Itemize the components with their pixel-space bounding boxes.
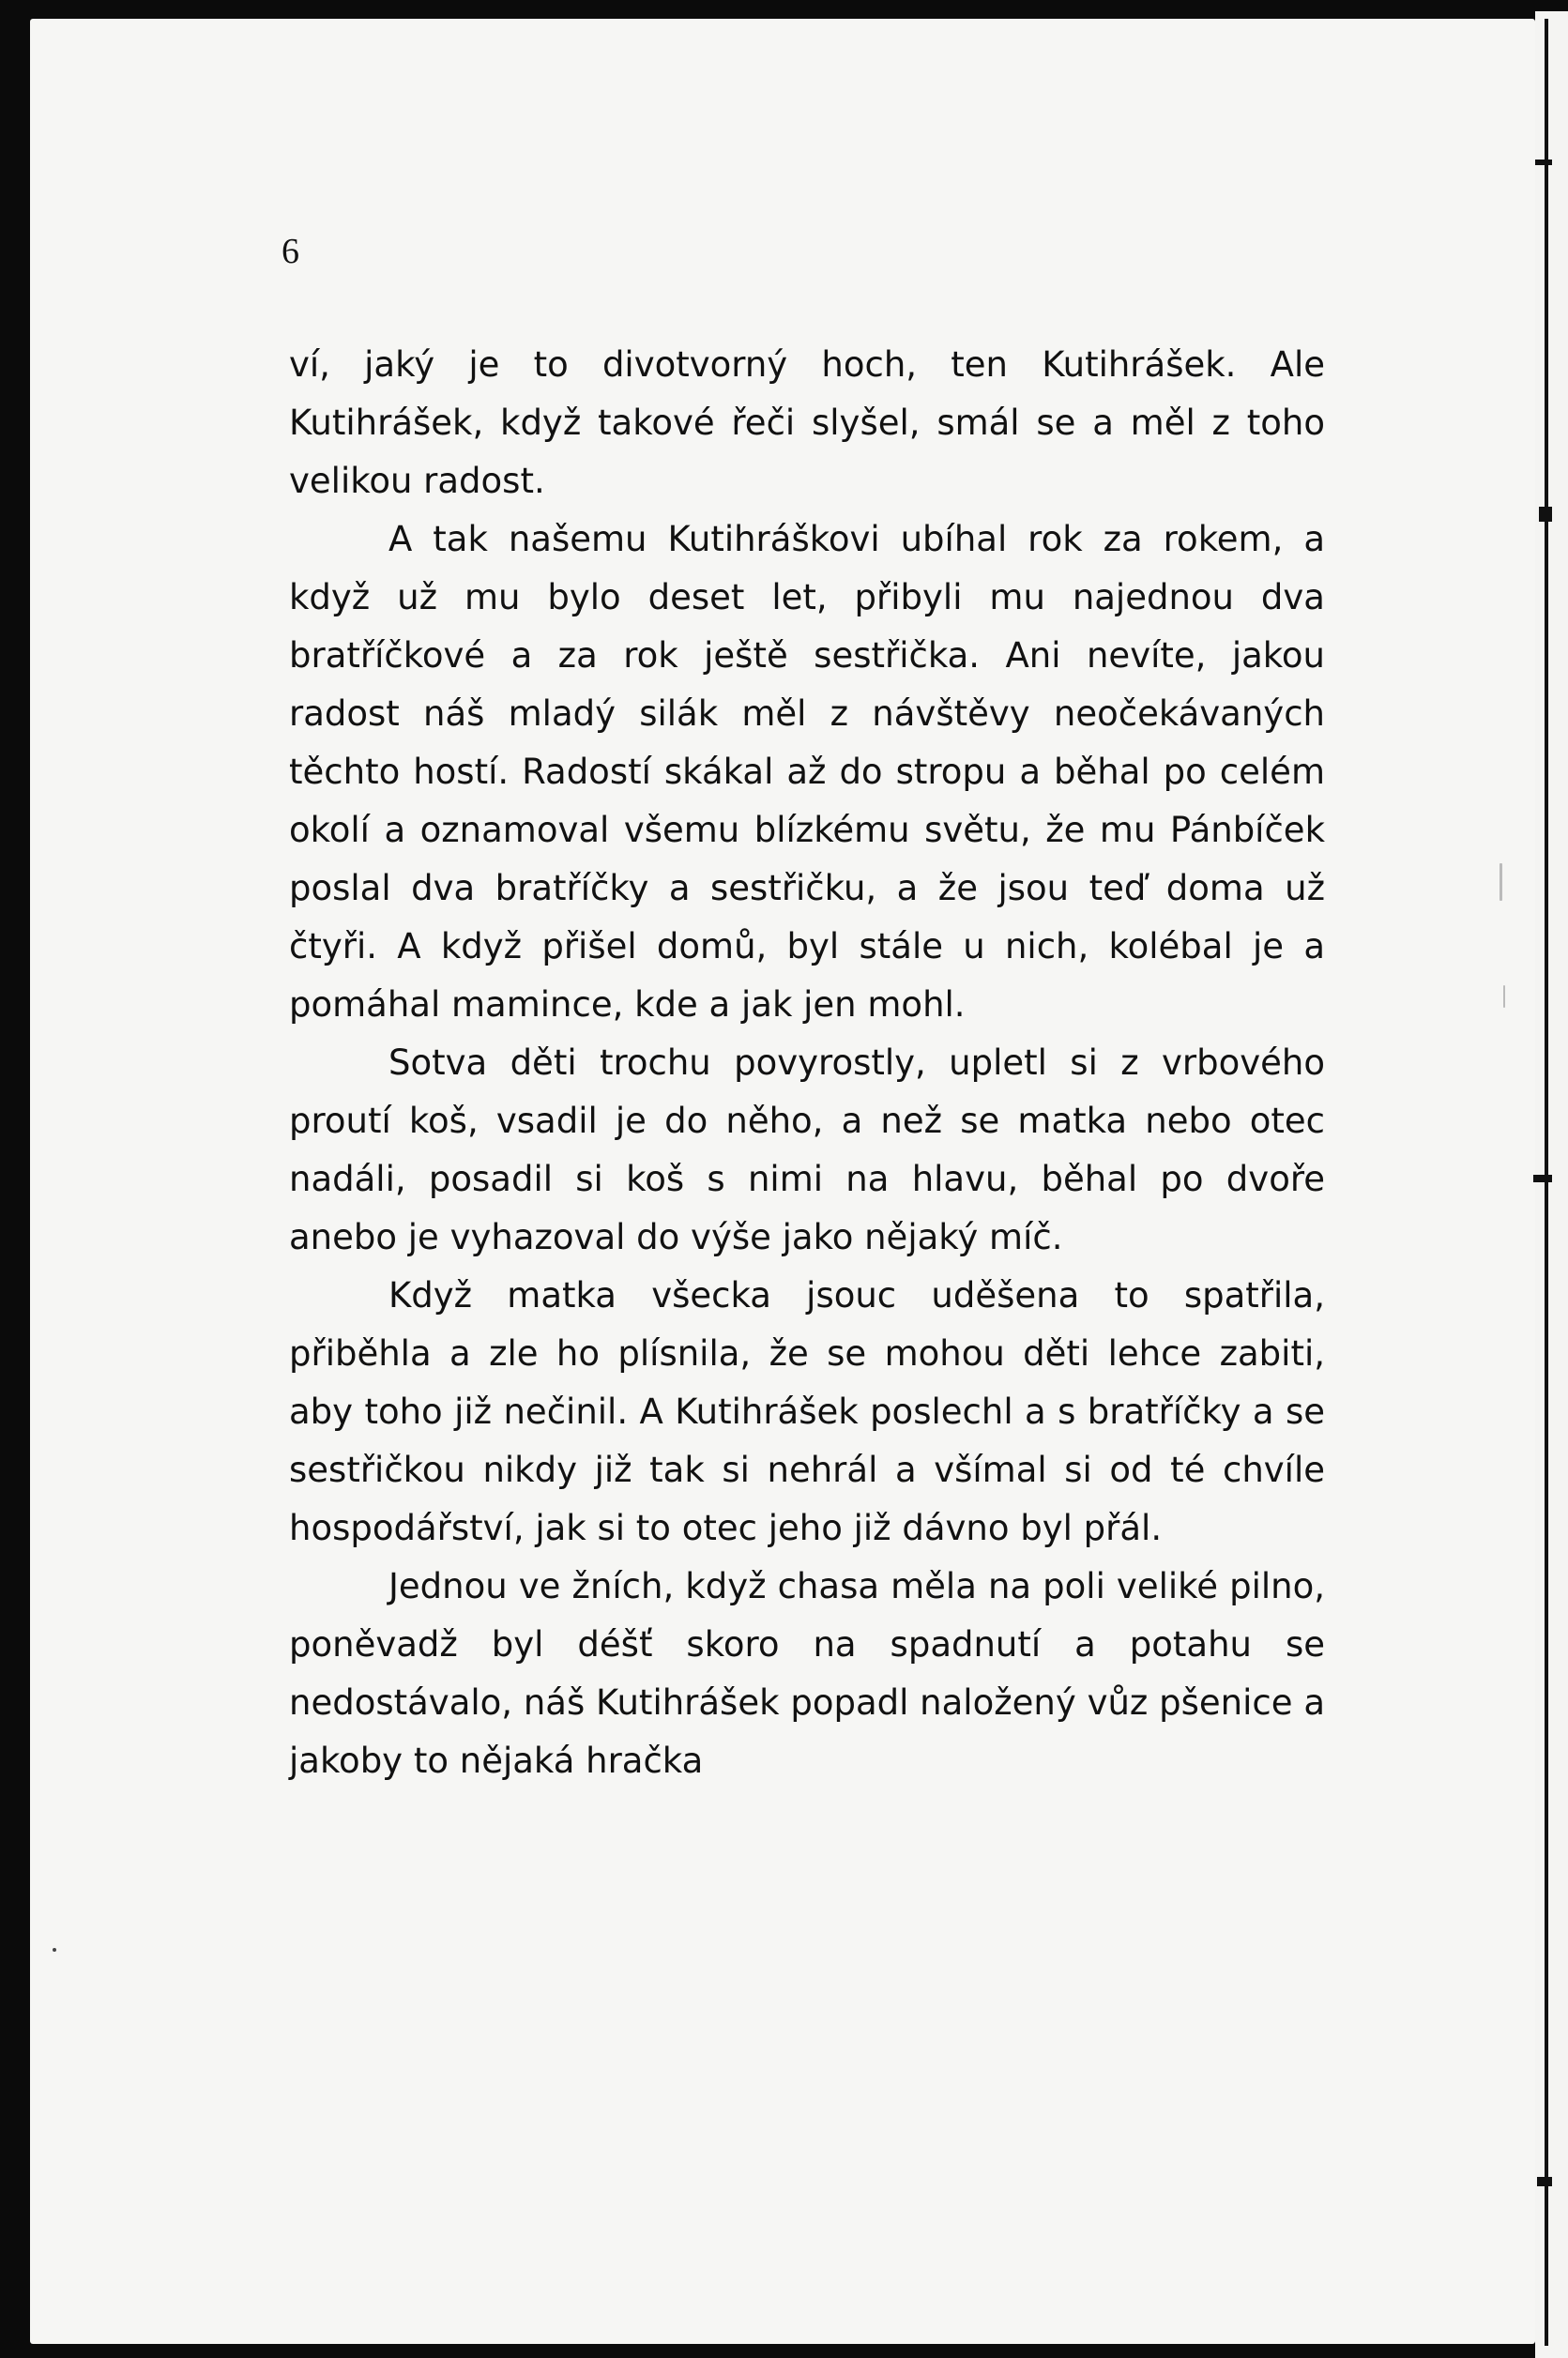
body-text [289, 336, 1325, 1790]
paragraph: Když matka všecka jsouc uděšena to spatřila, přiběhla a zle ho plísnila, že se mohou děti lehce zabiti, aby toho již nečinil. A Kutihrášek poslechl a s bratříčky a se sestřičkou nikdy již tak si nehrál a všímal si od té chvíle hospodářství, jak si to otec jeho již dávno byl přál. [289, 1275, 1325, 1548]
page-number: 6 [282, 232, 299, 271]
paragraph: ví, jaký je to divotvorný hoch, ten Kutihrášek. Ale Kutihrášek, když takové řeči slyšel, smál se a měl z toho velikou radost. [289, 344, 1325, 501]
spine-binding-line [1545, 19, 1548, 2346]
spine-mark [1537, 2177, 1552, 2186]
paragraph: Jednou ve žních, když chasa měla na poli veliké pilno, poněvadž byl déšť skoro na spadnutí a potahu se nedostávalo, náš Kutihrášek popadl naložený vůz pšenice a jakoby to nějaká hračka [289, 1566, 1325, 1781]
scan-artifact [53, 1948, 56, 1952]
spine-mark [1533, 1175, 1552, 1182]
paragraph: A tak našemu Kutihráškovi ubíhal rok za rokem, a když už mu bylo deset let, přibyli mu najednou dva bratříčkové a za rok ještě sestřička. Ani nevíte, jakou radost náš mladý silák měl z návštěvy neočekávaných těchto hostí. Radostí skákal až do stropu a běhal po celém okolí a oznamoval všemu blízkému světu, že mu Pánbíček poslal dva bratříčky a sestřičku, a že jsou teď doma už čtyři. A když přišel domů, byl stále u nich, kolébal je a pomáhal mamince, kde a jak jen mohl. [289, 519, 1325, 1025]
spine-mark [1539, 507, 1552, 522]
scan-artifact [1503, 985, 1505, 1008]
book-spine-edge [1535, 11, 1568, 2358]
paragraph: Sotva děti trochu povyrostly, upletl si z vrbového proutí koš, vsadil je do něho, a než se matka nebo otec nadáli, posadil si koš s nimi na hlavu, běhal po dvoře anebo je vyhazoval do výše jako nějaký míč. [289, 1042, 1325, 1257]
spine-mark [1535, 160, 1552, 165]
scan-artifact [1499, 863, 1502, 901]
